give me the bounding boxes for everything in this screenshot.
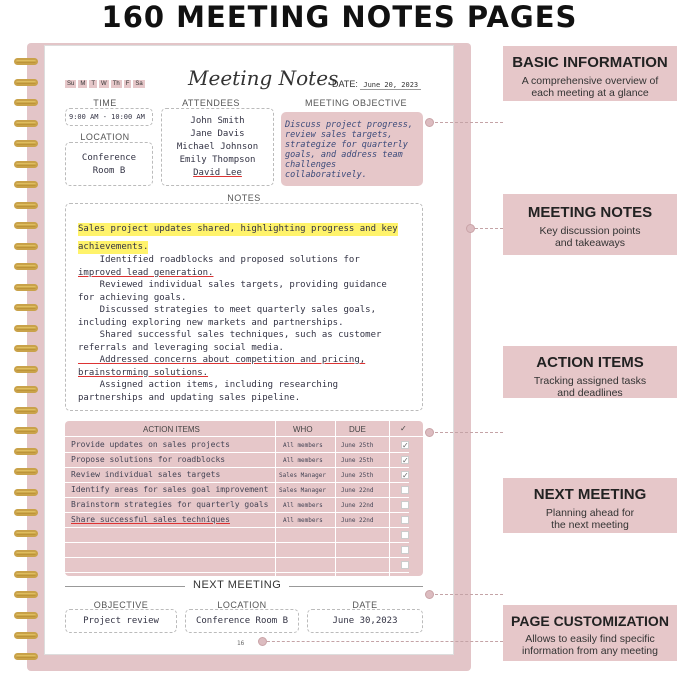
location-label: LOCATION (80, 132, 130, 142)
next-location-value: Conference Room B (195, 616, 289, 626)
spiral-ring (14, 58, 38, 65)
next-location-label: LOCATION (217, 600, 267, 610)
spiral-ring (14, 304, 38, 311)
day-box[interactable]: Su (67, 81, 75, 87)
table-row[interactable] (65, 453, 409, 468)
next-meeting-label: NEXT MEETING (185, 579, 289, 591)
spiral-ring (14, 468, 38, 475)
attendees-label: ATTENDEES (182, 98, 240, 108)
action-checkbox[interactable] (401, 501, 409, 509)
action-who: All members (283, 502, 323, 509)
notes-line: brainstorming solutions. (78, 367, 209, 378)
spiral-ring (14, 181, 38, 188)
feature-panel-meeting-notes (503, 194, 677, 255)
table-row[interactable] (65, 498, 409, 513)
action-item: Review individual sales targets (71, 470, 221, 479)
objective-box[interactable] (281, 112, 423, 186)
connector-dot (425, 428, 434, 437)
action-checkbox[interactable] (401, 561, 409, 569)
spiral-ring (14, 161, 38, 168)
next-location-box[interactable] (185, 609, 299, 633)
action-item: Provide updates on sales projects (71, 440, 230, 449)
action-who: All members (283, 442, 323, 449)
action-due: June 25th (341, 442, 374, 449)
spiral-ring (14, 612, 38, 619)
feature-panel-next-meeting (503, 478, 677, 533)
feature-panel-action-items (503, 346, 677, 398)
time-box[interactable] (65, 108, 153, 126)
connector-dot (425, 590, 434, 599)
day-box[interactable]: T (91, 81, 96, 87)
action-due: June 22nd (341, 487, 374, 494)
panel-description: Planning ahead for the next meeting (545, 507, 635, 531)
action-item: Share successful sales techniques (71, 515, 230, 524)
banner-title: 160 MEETING NOTES PAGES (101, 0, 578, 34)
notes-box[interactable] (65, 203, 423, 411)
panel-description: Key discussion points and takeaways (539, 225, 641, 249)
action-checkbox[interactable] (401, 531, 409, 539)
notes-line: Assigned action items, including researching (78, 380, 339, 390)
spiral-ring (14, 530, 38, 537)
time-value: 9:00 AM - 10:00 AM (69, 113, 145, 121)
panel-description: Allows to easily find specific information from any meeting (522, 633, 658, 657)
day-box[interactable]: Sa (135, 81, 143, 87)
attendees-box[interactable] (161, 108, 274, 186)
spiral-ring (14, 140, 38, 147)
action-who: Sales Manager (279, 487, 326, 494)
panel-title: ACTION ITEMS (536, 354, 644, 371)
action-due: June 22nd (341, 517, 374, 524)
objective-text: Discuss project progress, review sales targets, strategize for quarterly goals, and address team challenges collaboratively. (285, 120, 413, 180)
feature-panel-page-customization (503, 605, 677, 661)
notes-line: including exploring new markets and partnerships. (78, 317, 344, 328)
spiral-ring (14, 202, 38, 209)
table-row[interactable] (65, 438, 409, 453)
action-due: June 22nd (341, 502, 374, 509)
location-box[interactable] (65, 142, 153, 186)
action-due: June 25th (341, 472, 374, 479)
col-action-items: ACTION ITEMS (143, 425, 200, 434)
next-date-label: DATE (352, 600, 378, 610)
spiral-ring (14, 509, 38, 516)
table-row[interactable] (65, 483, 409, 498)
notes-line: Shared successful sales techniques, such as customer (78, 330, 382, 340)
action-who: All members (283, 457, 323, 464)
feature-panel-basic-information (503, 46, 677, 101)
spiral-ring (14, 489, 38, 496)
attendee: David Lee (193, 168, 242, 178)
page-heading: Meeting Notes (188, 66, 339, 90)
spiral-ring (14, 325, 38, 332)
connector-dot (425, 118, 434, 127)
table-row[interactable] (65, 468, 409, 483)
action-checkbox[interactable] (401, 546, 409, 554)
action-checkbox[interactable] (401, 486, 409, 494)
notes-line: Sales project updates shared, highlighting progress and key (78, 224, 398, 234)
spiral-ring (14, 263, 38, 270)
attendee: John Smith (190, 116, 245, 126)
spiral-ring (14, 366, 38, 373)
action-item: Propose solutions for roadblocks (71, 455, 226, 464)
spiral-ring (14, 427, 38, 434)
day-box[interactable]: W (101, 81, 107, 87)
spiral-ring (14, 386, 38, 393)
spiral-ring (14, 120, 38, 127)
notes-line: Identified roadblocks and proposed solutions for (78, 255, 360, 265)
spiral-ring (14, 284, 38, 291)
spiral-ring (14, 345, 38, 352)
table-header (65, 421, 423, 437)
table-row-empty[interactable] (65, 558, 409, 573)
table-row-empty[interactable] (65, 543, 409, 558)
table-row[interactable] (65, 513, 409, 528)
col-check: ✓ (400, 424, 407, 433)
action-checkbox[interactable]: ✓ (402, 456, 409, 465)
action-due: June 25th (341, 457, 374, 464)
next-objective-value: Project review (83, 616, 159, 626)
col-due: DUE (349, 425, 366, 434)
notebook-page (44, 45, 454, 655)
next-objective-box[interactable] (65, 609, 177, 633)
action-item: Brainstorm strategies for quarterly goals (71, 500, 269, 509)
action-checkbox[interactable]: ✓ (402, 471, 409, 480)
connector-dot (258, 637, 267, 646)
notes-line: Addressed concerns about competition and pricing, (78, 355, 366, 365)
connector-dot (466, 224, 475, 233)
panel-description: A comprehensive overview of each meeting at a glance (521, 75, 659, 99)
action-who: Sales Manager (279, 472, 326, 479)
spiral-ring (14, 79, 38, 86)
action-checkbox[interactable] (401, 516, 409, 524)
day-selector (65, 80, 145, 88)
date-field (332, 79, 421, 89)
day-box[interactable]: M (80, 81, 86, 87)
panel-title: PAGE CUSTOMIZATION (511, 613, 669, 629)
action-item: Identify areas for sales goal improvement (71, 485, 269, 494)
action-checkbox[interactable]: ✓ (402, 441, 409, 450)
panel-description: Tracking assigned tasks and deadlines (533, 375, 647, 399)
spiral-ring (14, 653, 38, 660)
notes-label: NOTES (227, 193, 261, 203)
panel-title: BASIC INFORMATION (512, 54, 668, 71)
notes-line: partnerships and updating sales pipeline. (78, 392, 301, 403)
notes-line: Discussed strategies to meet quarterly sales goals, (78, 305, 377, 315)
spiral-ring (14, 448, 38, 455)
action-items-table (65, 421, 423, 576)
spiral-ring (14, 591, 38, 598)
next-date-box[interactable] (307, 609, 423, 633)
date-value[interactable]: June 20, 2023 (360, 81, 421, 90)
day-box[interactable]: Th (112, 81, 120, 87)
spiral-ring (14, 243, 38, 250)
notes-line: Reviewed individual sales targets, providing guidance (78, 280, 387, 290)
action-who: All members (283, 517, 323, 524)
notes-line: for achieving goals. (78, 292, 187, 303)
notes-line: improved lead generation. (78, 267, 214, 278)
attendee: Michael Johnson (176, 142, 259, 152)
attendee: Emily Thompson (179, 155, 256, 165)
objective-label: MEETING OBJECTIVE (304, 98, 407, 108)
page-number: 16 (237, 640, 245, 647)
next-objective-label: OBJECTIVE (93, 600, 149, 610)
notes-line: referrals and leveraging social media. (78, 342, 284, 353)
panel-title: MEETING NOTES (527, 204, 653, 221)
panel-title: NEXT MEETING (533, 486, 647, 503)
col-who: WHO (293, 425, 313, 434)
next-date-value: June 30,2023 (332, 616, 398, 626)
location-value: Conference Room B (81, 153, 137, 176)
day-box[interactable]: F (125, 81, 130, 87)
spiral-ring (14, 222, 38, 229)
spiral-ring (14, 632, 38, 639)
spiral-ring (14, 407, 38, 414)
notes-line: achievements. (78, 242, 149, 252)
spiral-ring (14, 550, 38, 557)
attendee: Jane Davis (190, 129, 245, 139)
spiral-ring (14, 571, 38, 578)
date-label: DATE: (332, 79, 358, 89)
time-label: TIME (93, 98, 117, 108)
table-row-empty[interactable] (65, 528, 409, 543)
spiral-ring (14, 99, 38, 106)
